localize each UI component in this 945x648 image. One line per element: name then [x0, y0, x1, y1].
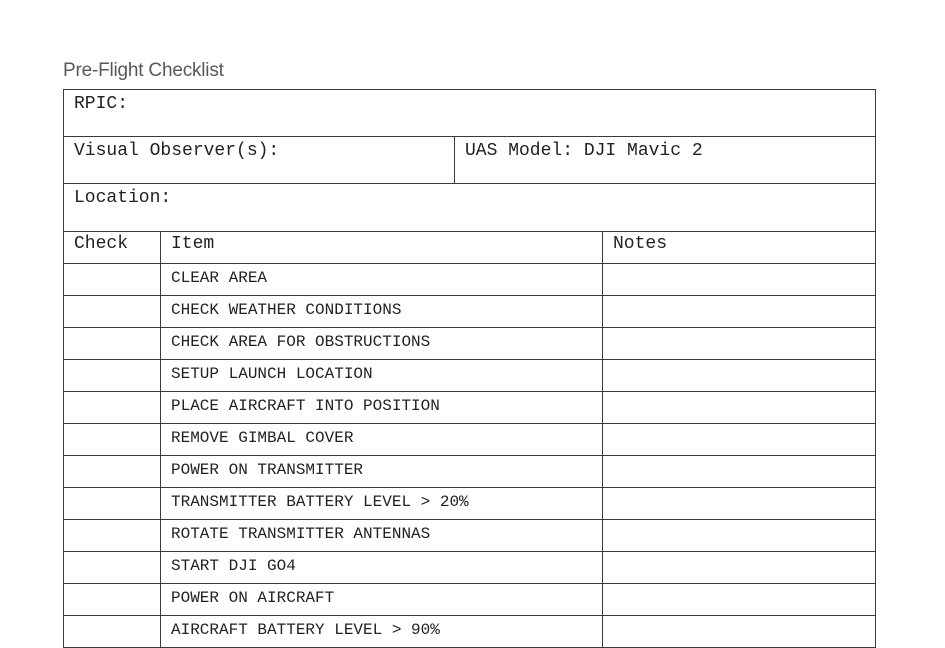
table-row	[64, 360, 876, 392]
item-cell: POWER ON AIRCRAFT	[161, 584, 603, 616]
item-cell: AIRCRAFT BATTERY LEVEL > 90%	[161, 616, 603, 648]
check-cell[interactable]	[64, 616, 161, 648]
table-row	[64, 328, 876, 360]
check-cell[interactable]	[64, 520, 161, 552]
notes-cell[interactable]	[603, 456, 876, 488]
column-header-notes: Notes	[603, 232, 876, 264]
checklist-sheet	[63, 89, 875, 648]
notes-cell[interactable]	[603, 488, 876, 520]
checklist-items-table	[63, 231, 876, 648]
checklist-items	[64, 264, 876, 648]
column-header-item: Item	[161, 232, 603, 264]
notes-cell[interactable]	[603, 552, 876, 584]
item-cell: CHECK WEATHER CONDITIONS	[161, 296, 603, 328]
observer-model-row	[64, 137, 876, 184]
location-row	[64, 184, 876, 232]
item-cell: CLEAR AREA	[161, 264, 603, 296]
notes-cell[interactable]	[603, 584, 876, 616]
table-row	[64, 584, 876, 616]
table-row	[64, 424, 876, 456]
check-cell[interactable]	[64, 360, 161, 392]
table-row	[64, 296, 876, 328]
visual-observer-field[interactable]: Visual Observer(s):	[64, 137, 455, 184]
item-cell: ROTATE TRANSMITTER ANTENNAS	[161, 520, 603, 552]
uas-model-field[interactable]: UAS Model: DJI Mavic 2	[455, 137, 876, 184]
table-row	[64, 616, 876, 648]
rpic-row	[64, 90, 876, 137]
table-row	[64, 264, 876, 296]
notes-cell[interactable]	[603, 520, 876, 552]
notes-cell[interactable]	[603, 328, 876, 360]
check-cell[interactable]	[64, 392, 161, 424]
notes-cell[interactable]	[603, 296, 876, 328]
column-header-row	[64, 232, 876, 264]
location-field[interactable]: Location:	[64, 184, 876, 232]
table-row	[64, 456, 876, 488]
item-cell: REMOVE GIMBAL COVER	[161, 424, 603, 456]
column-header-check: Check	[64, 232, 161, 264]
notes-cell[interactable]	[603, 424, 876, 456]
check-cell[interactable]	[64, 456, 161, 488]
notes-cell[interactable]	[603, 392, 876, 424]
notes-cell[interactable]	[603, 264, 876, 296]
document-title: Pre-Flight Checklist	[63, 60, 224, 81]
check-cell[interactable]	[64, 488, 161, 520]
item-cell: TRANSMITTER BATTERY LEVEL > 20%	[161, 488, 603, 520]
table-row	[64, 552, 876, 584]
item-cell: SETUP LAUNCH LOCATION	[161, 360, 603, 392]
notes-cell[interactable]	[603, 360, 876, 392]
item-cell: CHECK AREA FOR OBSTRUCTIONS	[161, 328, 603, 360]
check-cell[interactable]	[64, 424, 161, 456]
item-cell: POWER ON TRANSMITTER	[161, 456, 603, 488]
rpic-field[interactable]: RPIC:	[64, 90, 876, 137]
check-cell[interactable]	[64, 552, 161, 584]
check-cell[interactable]	[64, 296, 161, 328]
item-cell: START DJI GO4	[161, 552, 603, 584]
check-cell[interactable]	[64, 328, 161, 360]
table-row	[64, 392, 876, 424]
check-cell[interactable]	[64, 264, 161, 296]
item-cell: PLACE AIRCRAFT INTO POSITION	[161, 392, 603, 424]
check-cell[interactable]	[64, 584, 161, 616]
notes-cell[interactable]	[603, 616, 876, 648]
table-row	[64, 488, 876, 520]
table-row	[64, 520, 876, 552]
checklist-header-table	[63, 89, 876, 232]
